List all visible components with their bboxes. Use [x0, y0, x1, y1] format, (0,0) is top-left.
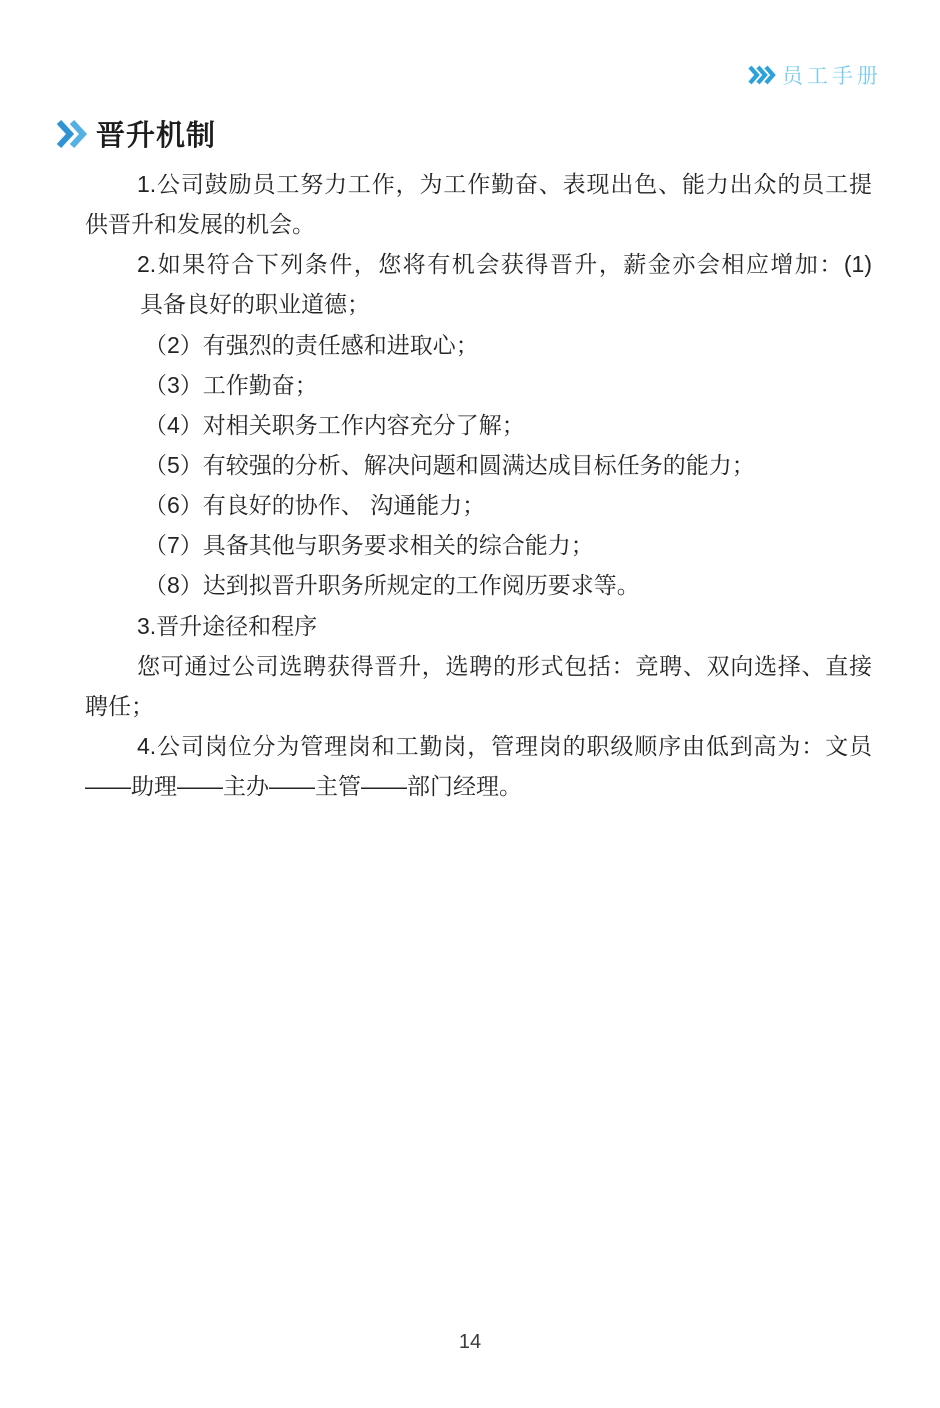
- body-line: （6）有良好的协作、 沟通能力；: [144, 492, 486, 519]
- section-title: 晋升机制: [96, 120, 217, 152]
- body-line: （8）达到拟晋升职务所规定的工作阅历要求等。: [144, 572, 640, 599]
- body-line: 4.公司岗位分为管理岗和工勤岗，管理岗的职级顺序由低到高为：文员: [137, 732, 872, 759]
- body-line: 您可通过公司选聘获得晋升，选聘的形式包括：竞聘、双向选择、直接: [137, 652, 872, 679]
- handbook-title-label: 员工手册: [782, 65, 882, 88]
- body-line: （3）工作勤奋；: [144, 371, 318, 398]
- body-line: （4）对相关职务工作内容充分了解；: [144, 411, 525, 438]
- body-line: （2）有强烈的责任感和进取心；: [144, 331, 479, 358]
- body-line: 2.如果符合下列条件，您将有机会获得晋升，薪金亦会相应增加：(1): [137, 251, 872, 278]
- double-chevron-right-icon: [56, 119, 88, 149]
- body-line: 1.公司鼓励员工努力工作，为工作勤奋、表现出色、能力出众的员工提: [137, 171, 872, 197]
- body-line: 供晋升和发展的机会。: [85, 211, 315, 238]
- body-text: [85, 164, 872, 806]
- body-line: 具备良好的职业道德；: [140, 291, 370, 318]
- page-number: 14: [458, 1331, 482, 1353]
- page-footer: [0, 1331, 940, 1354]
- triple-chevron-right-icon: [747, 65, 777, 85]
- body-line: 3.晋升途径和程序: [137, 612, 318, 639]
- body-line: （7）具备其他与职务要求相关的综合能力；: [144, 532, 594, 559]
- running-header: [747, 60, 882, 90]
- section-heading: [56, 113, 216, 154]
- body-line: 聘任；: [85, 692, 154, 719]
- body-line: （5）有较强的分析、解决问题和圆满达成目标任务的能力；: [144, 451, 755, 478]
- body-line: ——助理——主办——主管——部门经理。: [85, 773, 522, 800]
